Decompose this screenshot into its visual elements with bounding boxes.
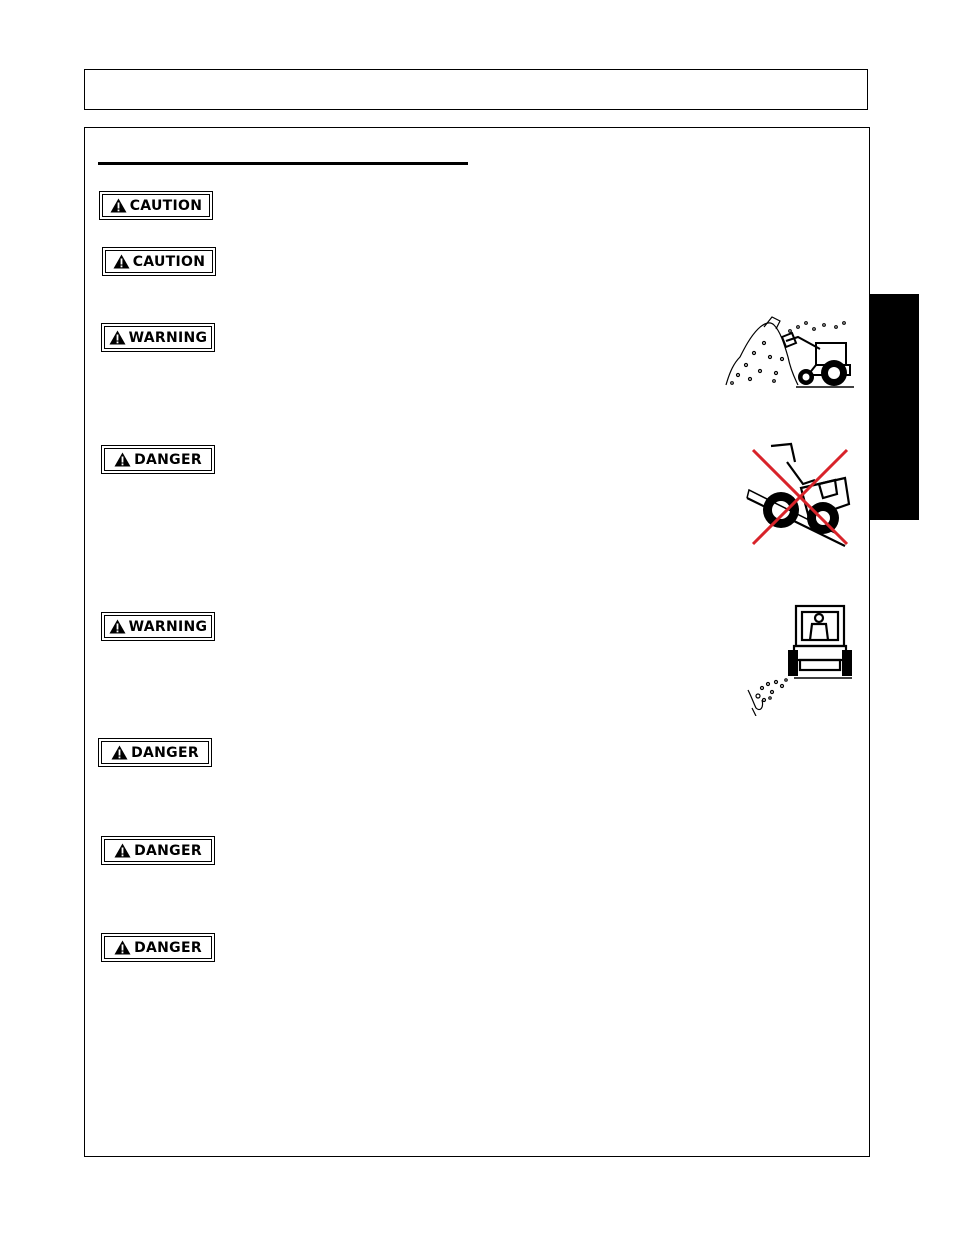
- signal-word: CAUTION: [132, 253, 206, 270]
- caution-badge: [102, 247, 216, 276]
- danger-badge: [101, 445, 215, 474]
- warning-badge: [101, 323, 215, 352]
- tractor-drop-off-edge-illustration: [740, 604, 854, 716]
- warning-triangle-icon: [109, 330, 126, 345]
- warning-badge: [101, 612, 215, 641]
- warning-triangle-icon: [113, 254, 130, 269]
- signal-word: DANGER: [134, 939, 202, 956]
- section-heading-rule: [98, 162, 468, 165]
- warning-triangle-icon: [114, 452, 131, 467]
- section-side-tab: [869, 294, 919, 520]
- danger-badge: [98, 738, 212, 767]
- signal-word: WARNING: [128, 329, 208, 346]
- warning-triangle-icon: [110, 198, 127, 213]
- signal-word: DANGER: [131, 744, 199, 761]
- warning-triangle-icon: [111, 745, 128, 760]
- signal-word: DANGER: [134, 842, 202, 859]
- danger-badge: [101, 933, 215, 962]
- signal-word: CAUTION: [129, 197, 203, 214]
- page-header-box: [84, 69, 868, 110]
- signal-word: WARNING: [128, 618, 208, 635]
- warning-triangle-icon: [114, 843, 131, 858]
- warning-triangle-icon: [114, 940, 131, 955]
- tractor-loader-pile-illustration: [724, 313, 856, 389]
- caution-badge: [99, 191, 213, 220]
- warning-triangle-icon: [109, 619, 126, 634]
- tractor-slope-prohibited-illustration: [745, 440, 853, 550]
- danger-badge: [101, 836, 215, 865]
- signal-word: DANGER: [134, 451, 202, 468]
